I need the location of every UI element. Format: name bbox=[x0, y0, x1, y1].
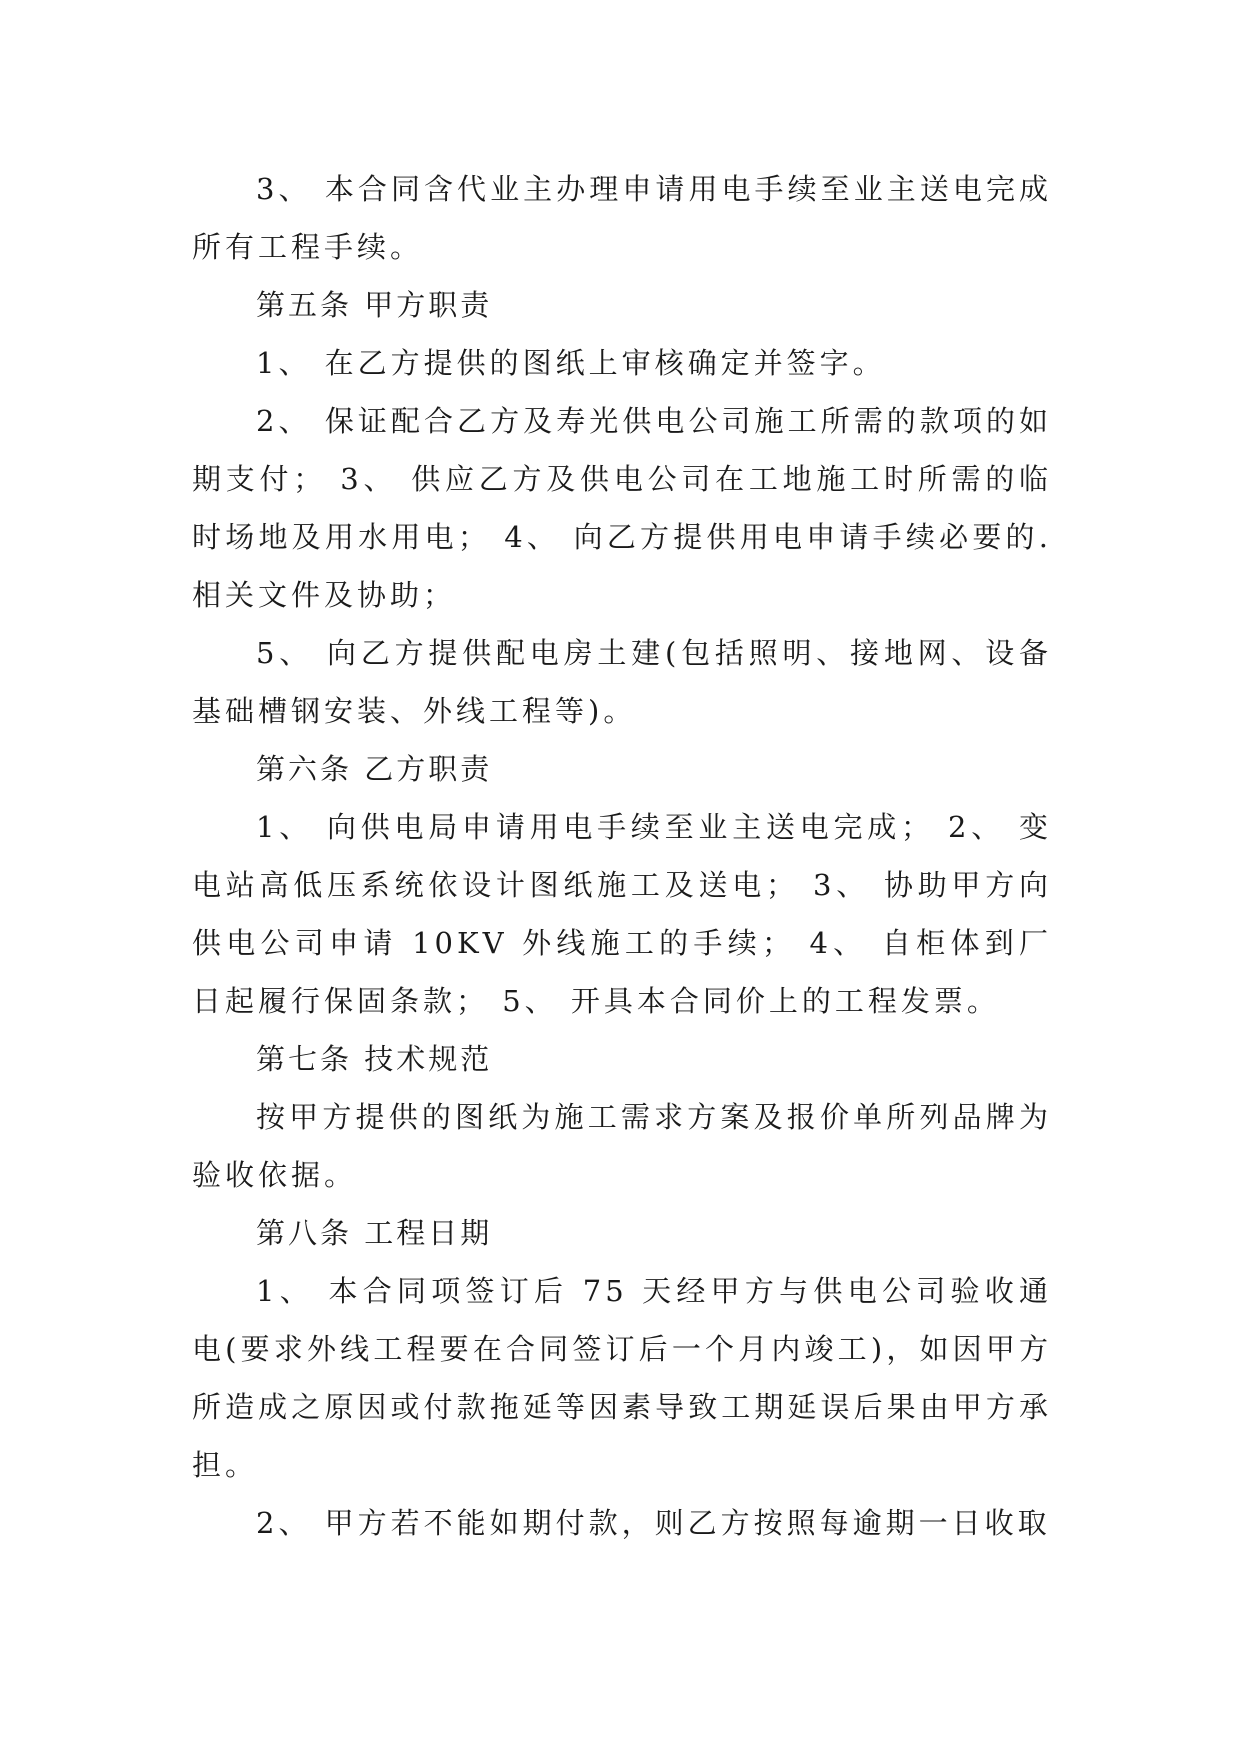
paragraph-clause-4-item-3: 3、 本合同含代业主办理申请用电手续至业主送电完成所有工程手续。 bbox=[192, 172, 1052, 264]
paragraph-article-5-item-5: 5、 向乙方提供配电房土建(包括照明、接地网、设备基础槽钢安装、外线工程等)。 bbox=[192, 636, 1052, 728]
paragraph-article-5-items-2-4: 2、 保证配合乙方及寿光供电公司施工所需的款项的如期支付； 3、 供应乙方及供电公司在工地施工时所需的临时场地及用水用电； 4、 向乙方提供用电申请手续必要的.相关文件及协助； bbox=[192, 404, 1052, 612]
paragraph-article-7-body: 按甲方提供的图纸为施工需求方案及报价单所列品牌为验收依据。 bbox=[192, 1100, 1052, 1192]
heading-article-8: 第八条 工程日期 bbox=[256, 1216, 493, 1250]
heading-article-5: 第五条 甲方职责 bbox=[256, 288, 493, 322]
document-body bbox=[192, 160, 1052, 1552]
heading-article-7: 第七条 技术规范 bbox=[256, 1042, 493, 1076]
paragraph-article-8-item-2: 2、 甲方若不能如期付款，则乙方按照每逾期一日收取 bbox=[256, 1506, 1051, 1540]
heading-article-6: 第六条 乙方职责 bbox=[256, 752, 493, 786]
paragraph-article-8-item-1: 1、 本合同项签订后 75 天经甲方与供电公司验收通电(要求外线工程要在合同签订后一个月内竣工)，如因甲方所造成之原因或付款拖延等因素导致工期延误后果由甲方承担。 bbox=[192, 1274, 1052, 1482]
paragraph-article-5-item-1: 1、 在乙方提供的图纸上审核确定并签字。 bbox=[256, 346, 886, 380]
paragraph-article-6-items: 1、 向供电局申请用电手续至业主送电完成； 2、 变电站高低压系统依设计图纸施工及送电； 3、 协助甲方向供电公司申请 10KV 外线施工的手续； 4、 自柜体到厂日起履行保固条款； 5、 开具本合同价上的工程发票。 bbox=[192, 810, 1052, 1018]
